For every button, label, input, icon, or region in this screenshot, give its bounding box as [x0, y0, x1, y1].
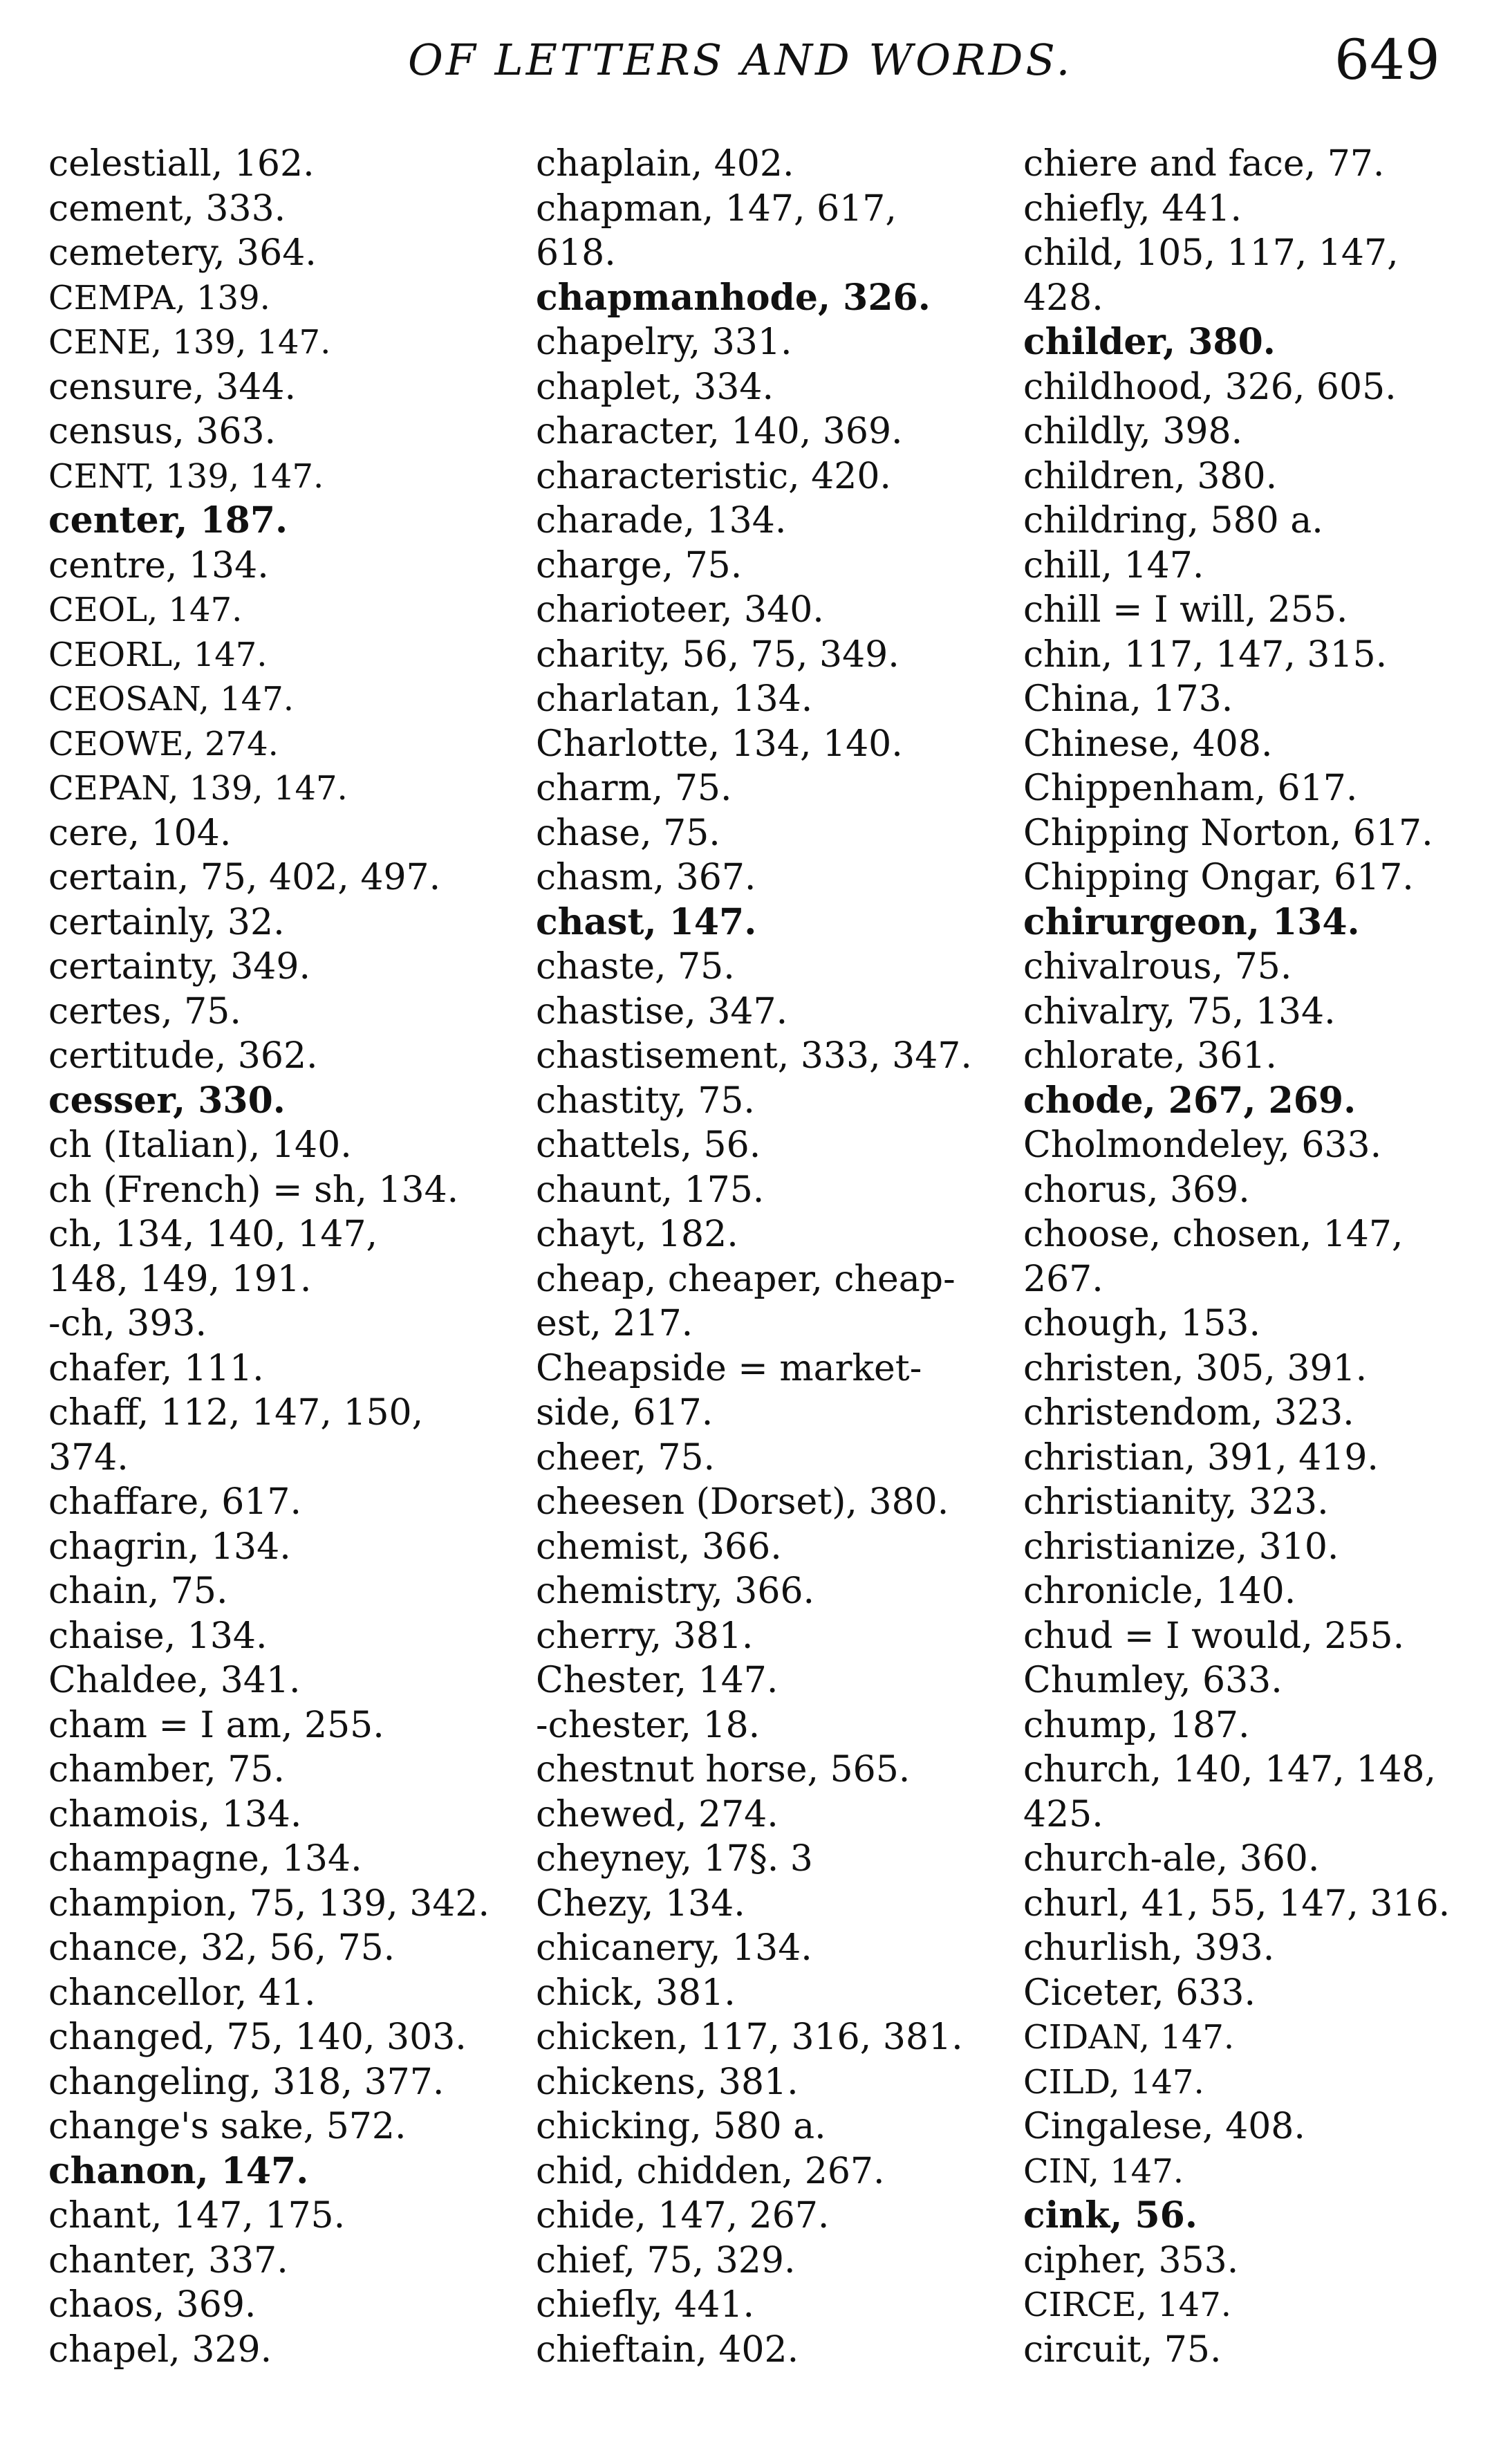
index-entry: change's sake, 572.	[48, 2106, 407, 2147]
index-entry: chapman, 147, 617,	[536, 187, 897, 230]
index-entry: Chester, 147.	[536, 1660, 779, 1701]
index-entry: chaunt, 175.	[536, 1169, 765, 1211]
page-header	[0, 28, 1510, 104]
index-entry: ch (Italian), 140.	[48, 1124, 352, 1166]
index-entry: censure, 344.	[48, 366, 297, 408]
index-entry: chafer, 111.	[48, 1347, 264, 1389]
index-entry: church, 140, 147, 148,	[1023, 1749, 1437, 1790]
index-entry: choose, chosen, 147,	[1023, 1214, 1404, 1255]
index-entry: chanter, 337.	[48, 2239, 288, 2281]
index-entry: christianize, 310.	[1023, 1526, 1339, 1568]
index-entry: chestnut horse, 565.	[536, 1749, 911, 1790]
index-entry: CEPAN, 139, 147.	[48, 769, 348, 808]
index-entry: chickens, 381.	[536, 2061, 799, 2103]
index-entry: charge, 75.	[536, 544, 743, 586]
index-entry: chaise, 134.	[48, 1615, 268, 1657]
index-column-3	[1023, 142, 1507, 2372]
index-entry: chud = I would, 255.	[1023, 1615, 1405, 1657]
index-entry: chick, 381.	[536, 1972, 736, 2014]
index-entry: christian, 391, 419.	[1023, 1436, 1379, 1479]
index-entry: chicking, 580 a.	[536, 2106, 826, 2147]
index-entry: chide, 147, 267.	[536, 2195, 830, 2236]
index-entry: certain, 75, 402, 497.	[48, 857, 441, 898]
index-entry: chaffare, 617.	[48, 1481, 302, 1523]
index-entry: charlatan, 134.	[536, 678, 813, 720]
index-entry: chill, 147.	[1023, 544, 1204, 586]
index-entry: churlish, 393.	[1023, 1927, 1275, 1969]
index-entry: child, 105, 117, 147,	[1023, 232, 1399, 274]
index-entry: chiefly, 441.	[1023, 187, 1242, 230]
index-entry: chamber, 75.	[48, 1749, 285, 1790]
index-entry: chancellor, 41.	[48, 1972, 316, 2014]
index-entry: chayt, 182.	[536, 1214, 738, 1255]
index-entry: chief, 75, 329.	[536, 2239, 796, 2281]
index-entry: centre, 134.	[48, 544, 269, 586]
index-entry: chill = I will, 255.	[1023, 589, 1348, 631]
index-entry: chaste, 75.	[536, 946, 735, 988]
index-entry: -ch, 393.	[48, 1303, 207, 1344]
index-entry: CENT, 139, 147.	[48, 456, 324, 496]
index-entry: chicken, 117, 316, 381.	[536, 2017, 963, 2058]
index-entry: chastity, 75.	[536, 1080, 755, 1122]
index-entry: christen, 305, 391.	[1023, 1347, 1368, 1389]
index-entry: chump, 187.	[1023, 1704, 1250, 1746]
index-entry: ch (French) = sh, 134.	[48, 1169, 459, 1211]
index-entry: ch, 134, 140, 147,	[48, 1214, 378, 1255]
index-entry: est, 217.	[536, 1303, 693, 1344]
index-columns	[48, 142, 1486, 2424]
index-entry: chapmanhode, 326.	[536, 276, 931, 319]
index-entry: celestiall, 162.	[48, 143, 315, 185]
index-entry: cipher, 353.	[1023, 2239, 1239, 2281]
index-entry: CILD, 147.	[1023, 2062, 1204, 2102]
index-entry: China, 173.	[1023, 678, 1233, 720]
index-entry: cheer, 75.	[536, 1436, 716, 1479]
index-entry: cheap, cheaper, cheap-	[536, 1258, 956, 1300]
index-entry: cink, 56.	[1023, 2194, 1197, 2236]
index-entry: chivalry, 75, 134.	[1023, 990, 1336, 1032]
index-entry: certitude, 362.	[48, 1035, 318, 1077]
index-entry: Ciceter, 633.	[1023, 1972, 1256, 2014]
index-entry: chasm, 367.	[536, 857, 756, 898]
index-entry: CENE, 139, 147.	[48, 323, 331, 362]
index-entry: chivalrous, 75.	[1023, 946, 1292, 988]
index-entry: chaplet, 334.	[536, 366, 774, 408]
index-entry: chaplain, 402.	[536, 143, 794, 185]
index-entry: cherry, 381.	[536, 1615, 754, 1657]
index-entry: chlorate, 361.	[1023, 1035, 1277, 1077]
running-title: OF LETTERS AND WORDS.	[408, 35, 1073, 85]
index-column-1	[48, 142, 532, 2372]
index-entry: chode, 267, 269.	[1023, 1079, 1357, 1122]
index-entry: chorus, 369.	[1023, 1169, 1250, 1211]
index-entry: CIDAN, 147.	[1023, 2018, 1235, 2057]
index-entry: chieftain, 402.	[536, 2328, 799, 2371]
index-entry: chance, 32, 56, 75.	[48, 1927, 395, 1969]
index-entry: CIRCE, 147.	[1023, 2286, 1231, 2324]
index-entry: chaos, 369.	[48, 2284, 257, 2326]
index-entry: changeling, 318, 377.	[48, 2061, 445, 2103]
index-entry: charioteer, 340.	[536, 589, 824, 631]
index-entry: chronicle, 140.	[1023, 1571, 1296, 1612]
index-entry: characteristic, 420.	[536, 455, 891, 497]
index-entry: Cheapside = market-	[536, 1347, 922, 1389]
index-entry: children, 380.	[1023, 455, 1278, 497]
index-entry: Chipping Ongar, 617.	[1023, 857, 1414, 898]
index-entry: chough, 153.	[1023, 1303, 1261, 1344]
index-entry: cheesen (Dorset), 380.	[536, 1481, 949, 1523]
index-entry: chirurgeon, 134.	[1023, 900, 1360, 943]
index-entry: chin, 117, 147, 315.	[1023, 633, 1388, 676]
index-entry: cemetery, 364.	[48, 232, 317, 274]
index-entry: cere, 104.	[48, 812, 232, 854]
index-entry: christendom, 323.	[1023, 1392, 1354, 1434]
index-entry: chewed, 274.	[536, 1793, 779, 1835]
index-entry: childhood, 326, 605.	[1023, 366, 1397, 408]
index-entry: CEOWE, 274.	[48, 724, 279, 763]
index-entry: circuit, 75.	[1023, 2328, 1222, 2371]
index-entry: chase, 75.	[536, 812, 720, 854]
index-entry: Chezy, 134.	[536, 1882, 745, 1925]
index-entry: church-ale, 360.	[1023, 1838, 1320, 1880]
index-entry: chagrin, 134.	[48, 1526, 291, 1568]
index-entry: chapelry, 331.	[536, 322, 792, 363]
index-entry: Chinese, 408.	[1023, 723, 1273, 765]
index-entry: chid, chidden, 267.	[536, 2150, 885, 2192]
index-entry: certes, 75.	[48, 990, 241, 1032]
index-entry: churl, 41, 55, 147, 316.	[1023, 1882, 1451, 1925]
index-column-2	[536, 142, 1020, 2372]
index-entry: Cholmondeley, 633.	[1023, 1124, 1382, 1166]
index-entry: chastisement, 333, 347.	[536, 1035, 972, 1077]
index-entry: Chipping Norton, 617.	[1023, 812, 1433, 854]
index-entry: certainly, 32.	[48, 901, 285, 943]
index-entry: chiere and face, 77.	[1023, 143, 1385, 185]
index-entry: 374.	[48, 1436, 129, 1479]
index-entry: Chippenham, 617.	[1023, 768, 1358, 809]
index-entry: cement, 333.	[48, 187, 286, 230]
index-entry: certainty, 349.	[48, 946, 310, 988]
index-entry: childring, 580 a.	[1023, 500, 1323, 541]
index-entry: chanon, 147.	[48, 2149, 309, 2192]
index-entry: chapel, 329.	[48, 2328, 272, 2371]
index-entry: CEORL, 147.	[48, 635, 268, 674]
index-entry: charity, 56, 75, 349.	[536, 633, 900, 676]
index-entry: Cingalese, 408.	[1023, 2106, 1305, 2147]
index-entry: chemistry, 366.	[536, 1571, 815, 1612]
index-entry: charade, 134.	[536, 500, 787, 541]
index-entry: chemist, 366.	[536, 1526, 782, 1568]
index-entry: chattels, 56.	[536, 1124, 761, 1166]
index-entry: changed, 75, 140, 303.	[48, 2017, 467, 2058]
index-entry: chastise, 347.	[536, 990, 788, 1032]
index-entry: chiefly, 441.	[536, 2284, 755, 2326]
index-entry: cesser, 330.	[48, 1079, 286, 1122]
index-entry: champion, 75, 139, 342.	[48, 1882, 490, 1925]
index-entry: chain, 75.	[48, 1571, 228, 1612]
index-entry: childer, 380.	[1023, 321, 1276, 363]
index-entry: CEOSAN, 147.	[48, 680, 294, 719]
index-entry: charm, 75.	[536, 768, 732, 809]
index-entry: CEOL, 147.	[48, 591, 243, 629]
index-entry: cham = I am, 255.	[48, 1704, 384, 1746]
index-entry: chant, 147, 175.	[48, 2195, 346, 2236]
index-entry: 618.	[536, 232, 616, 274]
index-entry: Chaldee, 341.	[48, 1660, 301, 1701]
index-entry: census, 363.	[48, 411, 277, 452]
index-entry: CEMPA, 139.	[48, 278, 270, 317]
index-entry: champagne, 134.	[48, 1838, 362, 1880]
index-entry: Chumley, 633.	[1023, 1660, 1283, 1701]
index-entry: CIN, 147.	[1023, 2151, 1184, 2191]
index-entry: 428.	[1023, 277, 1103, 319]
index-entry: childly, 398.	[1023, 411, 1243, 452]
index-entry: chast, 147.	[536, 900, 757, 943]
index-entry: 148, 149, 191.	[48, 1258, 312, 1300]
index-entry: Charlotte, 134, 140.	[536, 723, 903, 765]
index-entry: character, 140, 369.	[536, 411, 903, 452]
index-entry: cheyney, 17§. 3	[536, 1838, 813, 1880]
index-entry: christianity, 323.	[1023, 1481, 1329, 1523]
index-entry: chamois, 134.	[48, 1793, 302, 1835]
index-entry: center, 187.	[48, 499, 288, 541]
index-entry: chicanery, 134.	[536, 1927, 812, 1969]
index-entry: side, 617.	[536, 1392, 714, 1434]
index-entry: -chester, 18.	[536, 1704, 761, 1746]
index-entry: chaff, 112, 147, 150,	[48, 1392, 424, 1434]
page-number: 649	[1334, 28, 1440, 92]
index-entry: 425.	[1023, 1793, 1103, 1835]
index-entry: 267.	[1023, 1258, 1103, 1300]
